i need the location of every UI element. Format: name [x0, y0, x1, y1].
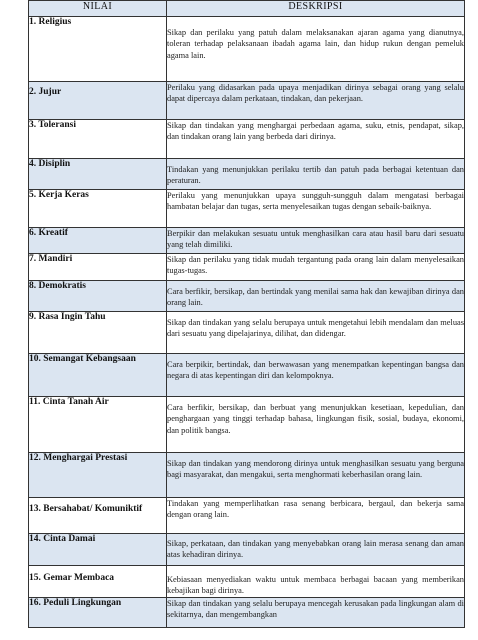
value-name: 11. Cinta Tanah Air	[29, 397, 167, 453]
table-row	[29, 254, 465, 281]
value-description: Cara berfikir, bersikap, dan berbuat yang menunjukkan kesetiaan, kepedulian, dan penghargaan yang tinggi terhadap bahasa, lingkungan fisik, sosial, budaya, ekonomi, dan politik bangsa.	[167, 397, 465, 453]
table-row	[29, 82, 465, 120]
table-row	[29, 312, 465, 354]
value-name: 5. Kerja Keras	[29, 190, 167, 228]
value-description: Perilaku yang menunjukkan upaya sungguh-sungguh dalam mengatasi berbagai hambatan belajar dan tugas, serta menyelesaikan tugas dengan sebaik-baiknya.	[167, 190, 465, 228]
table-row	[29, 120, 465, 159]
value-name: 15. Gemar Membaca	[29, 566, 167, 598]
table-row	[29, 566, 465, 598]
table-row	[29, 159, 465, 190]
value-description: Kebiasaan menyediakan waktu untuk membaca berbagai bacaan yang memberikan kebajikan bagi dirinya.	[167, 566, 465, 598]
value-description: Berpikir dan melakukan sesuatu untuk menghasilkan cara atau hasil baru dari sesuatu yang telah dimiliki.	[167, 228, 465, 254]
value-description: Sikap dan perilaku yang patuh dalam melaksanakan ajaran agama yang dianutnya, toleran terhadap pelaksanaan ibadah agama lain, dan hidup rukun dengan pemeluk agama lain.	[167, 17, 465, 82]
header-deskripsi: DESKRIPSI	[167, 1, 465, 17]
value-description: Perilaku yang didasarkan pada upaya menjadikan dirinya sebagai orang yang selalu dapat dipercaya dalam perkataan, tindakan, dan pekerjaan.	[167, 82, 465, 120]
value-description: Sikap dan tindakan yang menghargai perbedaan agama, suku, etnis, pendapat, sikap, dan tindakan orang lain yang berbeda dari dirinya.	[167, 120, 465, 159]
value-description: Cara berfikir, bersikap, dan bertindak yang menilai sama hak dan kewajiban dirinya dan orang lain.	[167, 281, 465, 312]
table-row	[29, 598, 465, 628]
value-description: Sikap dan tindakan yang selalu berupaya untuk mengetahui lebih mendalam dan meluas dari sesuatu yang dipelajarinya, dilihat, dan didengar.	[167, 312, 465, 354]
value-name: 14. Cinta Damai	[29, 534, 167, 566]
value-name: 4. Disiplin	[29, 159, 167, 190]
value-name: 12. Menghargai Prestasi	[29, 453, 167, 498]
value-name: 13. Bersahabat/ Komuniktif	[29, 498, 167, 534]
table-row	[29, 281, 465, 312]
table-row	[29, 453, 465, 498]
value-description: Sikap dan tindakan yang selalu berupaya mencegah kerusakan pada lingkungan alam di sekitarnya, dan mengembangkan	[167, 598, 465, 628]
table-row	[29, 354, 465, 397]
value-name: 7. Mandiri	[29, 254, 167, 281]
value-name: 1. Religius	[29, 17, 167, 82]
table-row	[29, 534, 465, 566]
character-values-table	[28, 0, 465, 628]
value-name: 8. Demokratis	[29, 281, 167, 312]
value-name: 16. Peduli Lingkungan	[29, 598, 167, 628]
value-description: Tindakan yang memperlihatkan rasa senang berbicara, bergaul, dan bekerja sama dengan orang lain.	[167, 498, 465, 534]
table-row	[29, 498, 465, 534]
value-name: 10. Semangat Kebangsaan	[29, 354, 167, 397]
value-description: Cara berpikir, bertindak, dan berwawasan yang menempatkan kepentingan bangsa dan negara di atas kepentingan diri dan kelompoknya.	[167, 354, 465, 397]
table-header-row	[29, 1, 465, 17]
header-nilai: NILAI	[29, 1, 167, 17]
value-description: Sikap dan perilaku yang tidak mudah tergantung pada orang lain dalam menyelesaikan tugas-tugas.	[167, 254, 465, 281]
value-description: Sikap, perkataan, dan tindakan yang menyebabkan orang lain merasa senang dan aman atas kehadiran dirinya.	[167, 534, 465, 566]
value-name: 6. Kreatif	[29, 228, 167, 254]
value-description: Tindakan yang menunjukkan perilaku tertib dan patuh pada berbagai ketentuan dan peraturan.	[167, 159, 465, 190]
value-name: 2. Jujur	[29, 82, 167, 120]
value-description: Sikap dan tindakan yang mendorong dirinya untuk menghasilkan sesuatu yang berguna bagi masyarakat, dan mengakui, serta menghormati keberhasilan orang lain.	[167, 453, 465, 498]
table-row	[29, 397, 465, 453]
table-row	[29, 17, 465, 82]
value-name: 3. Toleransi	[29, 120, 167, 159]
table-row	[29, 190, 465, 228]
table-row	[29, 228, 465, 254]
value-name: 9. Rasa Ingin Tahu	[29, 312, 167, 354]
